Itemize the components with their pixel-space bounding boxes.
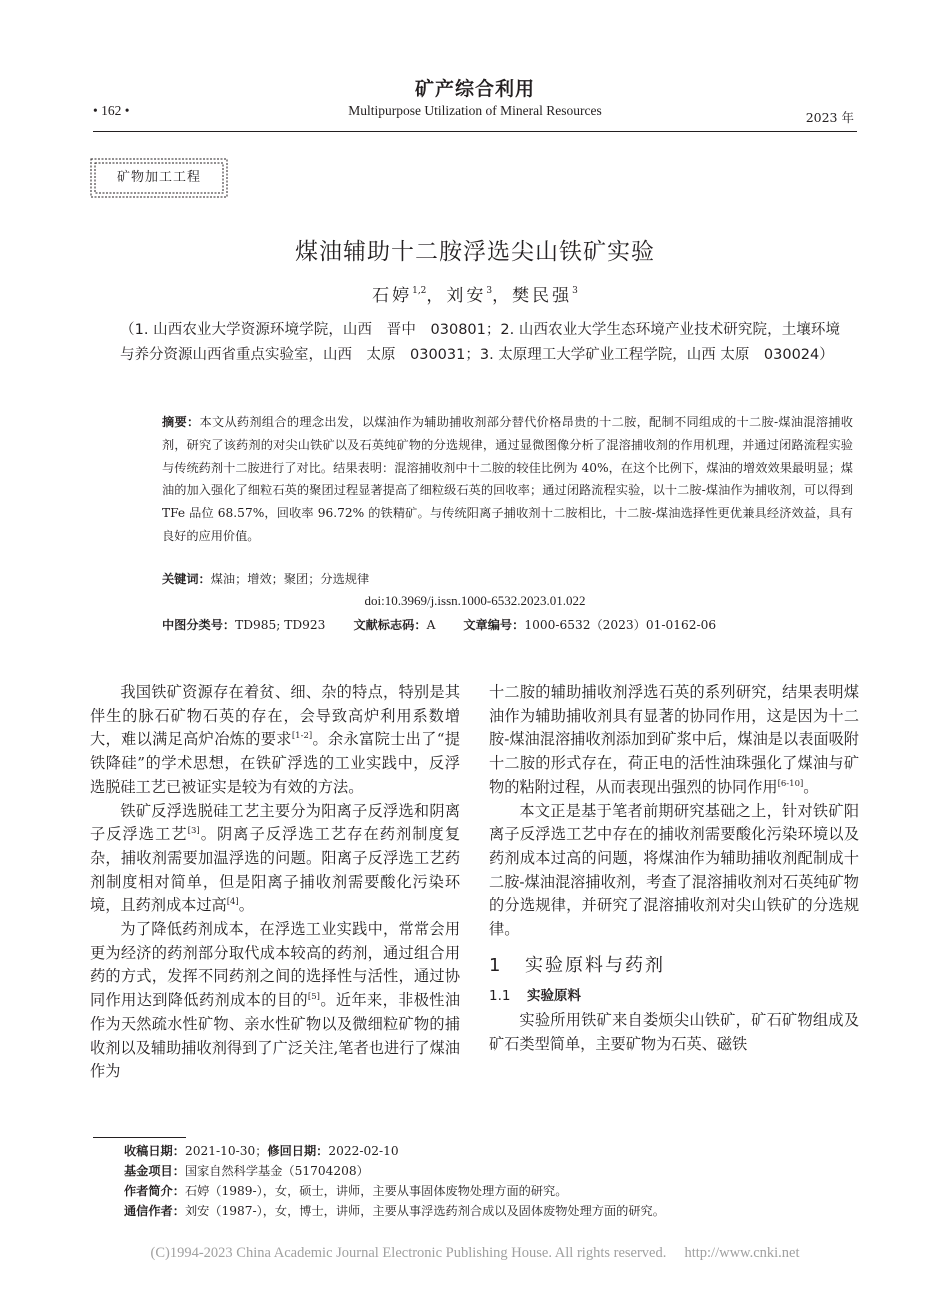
section-heading [489, 954, 859, 978]
clc-value: TD985; TD923 [235, 618, 326, 632]
author-list [0, 281, 950, 306]
citation: [4] [226, 897, 239, 908]
abstract-text: 本文从药剂组合的理念出发，以煤油作为辅助捕收剂部分替代价格昂贵的十二胺，配制不同组成的十二胺-煤油混溶捕收剂，研究了该药剂的对尖山铁矿以及石英纯矿物的分选规律，通过显微图像分析了混溶捕收剂的作用机理，并通过闭路流程实验与传统药剂十二胺进行了对比。结果表明：混溶捕收剂中十二胺的较佳比例为 40%，在这个比例下，煤油的增效效果最明显；煤油的加入强化了细粒石英的聚团过程显著提高了细粒级石英的回收率；通过闭路流程实验，以十二胺-煤油作为捕收剂，可以得到 TFe 品位 68.57%，回收率 96.72% 的铁精矿。与传统阳离子捕收剂十二胺相比，十二胺-煤油选择性更优兼具经济效益，具有良好的应用价值。 [162, 415, 853, 543]
author-name: 石婷 [372, 286, 413, 306]
footnote-author: 作者简介：石婷（1989-），女，硕士，讲师，主要从事固体废物处理方面的研究。 [124, 1184, 568, 1198]
page-number: • 162 • [93, 103, 130, 118]
author-affil-mark: 1,2 [412, 286, 427, 296]
body-paragraph: 本文正是基于笔者前期研究基础之上，针对铁矿阳离子反浮选工艺中存在的捕收剂需要酸化污染环境以及药剂成本过高的问题，将煤油作为辅助捕收剂配制成十二胺-煤油混溶捕收剂，考查了混溶捕收剂对石英纯矿物的分选规律，并研究了混溶捕收剂对尖山铁矿的分选规律。 [489, 801, 859, 939]
article-number-value: 1000-6532（2023）01-0162-06 [524, 618, 717, 632]
citation: [3] [187, 826, 200, 837]
abstract [162, 411, 853, 548]
keywords-label: 关键词： [162, 572, 211, 586]
article-number-label: 文章编号： [463, 618, 525, 632]
author-name: 刘安 [446, 286, 487, 306]
keywords-text: 煤油；增效；聚团；分选规律 [210, 572, 370, 586]
body-paragraph: 铁矿反浮选脱硅工艺主要分为阳离子反浮选和阴离子反浮选工艺[3]。阴离子反浮选工艺存在药剂制度复杂，捕收剂需要加温浮选的问题。阳离子反浮选工艺药剂制度相对简单，但是阳离子捕收剂需要酸化污染环境，且药剂成本过高[4]。 [90, 801, 461, 915]
body-paragraph: 为了降低药剂成本，在浮选工业实践中，常常会用更为经济的药剂部分取代成本较高的药剂，通过组合用药的方式，发挥不同药剂之间的选择性与活性，通过协同作用达到降低药剂成本的目的[5]。近年来，非极性油作为天然疏水性矿物、亲水性矿物以及微细粒矿物的捕收剂以及辅助捕收剂得到了广泛关注,笔者也进行了煤油作为 [90, 920, 461, 1081]
subsection-heading [489, 985, 859, 1009]
affiliations: （1. 山西农业大学资源环境学院，山西 晋中 030801；2. 山西农业大学生态环境产业技术研究院，土壤环境与养分资源山西省重点实验室，山西 太原 030031；3. 太原理工大学矿业工程学院，山西 太原 030024） [120, 322, 840, 363]
journal-title-en: Multipurpose Utilization of Mineral Resources [348, 103, 602, 118]
author-name: 樊民强 [512, 286, 573, 306]
doc-code-label: 文献标志码： [353, 618, 427, 632]
abstract-label: 摘要： [162, 415, 200, 429]
author-separator: ， [492, 286, 513, 306]
author-affil-mark: 3 [572, 286, 578, 296]
author-separator: ， [426, 286, 447, 306]
issue-year: 2023 年 [805, 110, 854, 125]
citation: [6-10] [777, 778, 804, 789]
article-title: 煤油辅助十二胺浮选尖山铁矿实验 [295, 239, 655, 265]
footnotes [124, 1141, 665, 1221]
section-number: 1 [489, 954, 501, 976]
footnote-fund: 基金项目：国家自然科学基金（51704208） [124, 1164, 369, 1178]
author-affil-mark: 3 [486, 286, 493, 296]
body-paragraph: 我国铁矿资源存在着贫、细、杂的特点，特别是其伴生的脉石矿物石英的存在，会导致高炉利用系数增大，难以满足高炉冶炼的要求[1-2]。余永富院士出了“提铁降硅”的学术思想，在铁矿浮选的工业实践中，反浮选脱硅工艺已被证实是较为有效的方法。 [90, 683, 461, 796]
keywords [162, 569, 369, 589]
footnote-rule [93, 1137, 186, 1138]
doi: doi:10.3969/j.issn.1000-6532.2023.01.022 [364, 593, 586, 608]
header-rule [93, 131, 857, 132]
subsection-title: 实验原料 [527, 988, 581, 1005]
section-title: 实验原料与药剂 [525, 954, 665, 976]
footnote-corresponding: 通信作者：刘安（1987-），女，博士，讲师，主要从事浮选药剂合成以及固体废物处理方面的研究。 [124, 1204, 665, 1218]
copyright-notice: (C)1994-2023 China Academic Journal Electronic Publishing House. All rights reserved. http://www.cnki.net [150, 1245, 800, 1261]
journal-title-cn: 矿产综合利用 [414, 78, 535, 100]
clc-label: 中图分类号： [162, 618, 236, 632]
doc-code-value: A [426, 618, 436, 632]
category-label: 矿物加工工程 [116, 170, 201, 185]
classification-line [162, 616, 716, 633]
subsection-number: 1.1 [489, 988, 511, 1005]
body-left-column [90, 681, 460, 1084]
footnote-dates: 收稿日期：2021-10-30；修回日期：2022-02-10 [124, 1144, 399, 1158]
citation: [1-2] [291, 731, 313, 742]
category-box [90, 158, 228, 198]
citation: [5] [307, 992, 320, 1003]
body-paragraph: 实验所用铁矿来自娄烦尖山铁矿，矿石矿物组成及矿石类型简单，主要矿物为石英、磁铁 [489, 1011, 859, 1053]
body-right-column [489, 681, 859, 1057]
body-paragraph: 十二胺的辅助捕收剂浮选石英的系列研究，结果表明煤油作为辅助捕收剂具有显著的协同作用，这是因为十二胺-煤油混溶捕收剂添加到矿浆中后，煤油是以表面吸附十二胺的形式存在，荷正电的活性油珠强化了煤油与矿物的粘附过程，从而表现出强烈的协同作用[6-10]。 [489, 683, 859, 796]
